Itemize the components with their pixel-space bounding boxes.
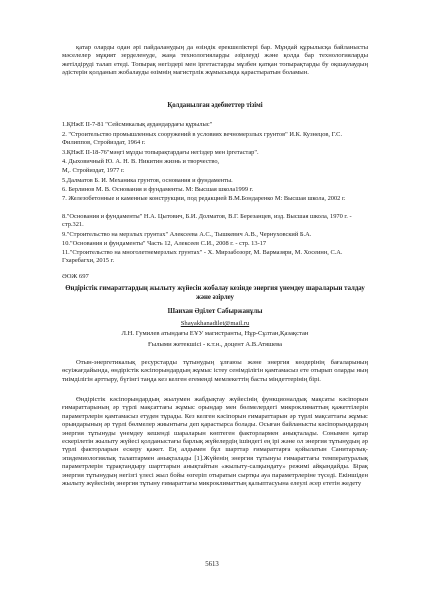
- reference-item: М,. Стройиздат, 1977 г.: [62, 167, 125, 174]
- reference-item: 7. Железобетонные и каменные конструкции, под редакцией В.М.Бондаренко М: Высшая школа, 2002 г.: [62, 195, 346, 202]
- author-name: Шаихан Әділет Сабыржанұлы: [167, 308, 263, 315]
- reference-item: 11."Строительство на многолетнемерзлых грунтах" - Х. Мирзабозорг, М. Вармазяри, М. Хосеинн, С.А. Гхаребагхи, 2015 г.: [62, 249, 343, 265]
- reference-item: 2. "Строительство промышленных сооружений в условиях вечномерзлых грунтов" И.К. Кузнецов, Г.С. Филиппов, Стройиздат, 1964 г.: [62, 131, 343, 147]
- reference-item: 9."Строительство на мерзлых грунтах" Алексеева А.С., Тышкевич А.В., Чернуховский Б.А.: [62, 231, 312, 238]
- reference-item: 5.Далматов Б. И. Механика грунтов, основания и фундаменты.: [62, 177, 233, 184]
- author-email-link[interactable]: Shayakhanadilet@mail.ru: [180, 320, 250, 327]
- author-email-line: [62, 320, 368, 328]
- supervisor-line: Ғылыми жетекшісі - к.т.н., доцент А.В.Атяшева: [147, 341, 283, 348]
- udc-code: ӘОЖ 697: [62, 273, 89, 280]
- body-paragraph: Отын-энергетикалық ресурстарды тұтынудың ұлғаюы және энергия көздерінің бағаларының өсуіжағдайында, өндірістік кәсіпорындардың жұмыс істеу сенімділігін қамтамасыз ете отырып оларды ның тиімділігін арттыру, бүгінгі таңда кез келген егеменді мемлекеттің басты міндеттерінің бірі.: [62, 359, 368, 383]
- page-number: 5613: [205, 561, 219, 568]
- reference-item: 10."Основания и фундаменты" Часть 12, Алексеев С.И., 2008 г. - стр. 13-17: [62, 240, 267, 247]
- references-heading: Қолданылған әдебиеттер тізімі: [167, 102, 263, 109]
- reference-item: 4. Дыховичный Ю. А. Н. В. Никитин жизнь и творчество,: [62, 158, 220, 165]
- reference-item: 6. Берлинов М. В. Основания и фундаменты. М: Высшая школа1999 г.: [62, 186, 254, 193]
- reference-item: 3.ҚНжЕ II-18-76"мәңгі мұзды топырақтардағы негіздер мен іргетастар".: [62, 149, 259, 156]
- author-affiliation: Л.Н. Гумилев атындағы ЕҰУ магистранты, Нұр-Сұлтан,Қазақстан: [121, 330, 309, 337]
- intro-paragraph: қатар оларды одан әрі пайдаланудың да өзіндік ерекшеліктері бар. Мұндай құрылысқа байланысты мәселелер мұқият зерделенуде, жаңа технологияларды әзірлеуді және қолда бар технологияларды жетілдіруді талап етеді. Топырақ негіздері мен іргетастарды мұзбен қатқан топырақтарды бу оқшаулаудың әдістерін қолданып жобалауды өзімнің магистрлік жұмысымда қарастыратын боламын.: [62, 44, 368, 77]
- reference-item: 1.ҚНжЕ II-7-81 "Сейсмикалық аудандардағы құрылыс": [62, 121, 213, 128]
- reference-item: 8."Основания и фундаменты" Н.А. Цытович, Б.И. Долматов, В.Г. Березанцев, изд. Высшая школа, 1970 г. - стр.321.: [62, 213, 352, 229]
- article-title: Өндірістік ғимараттардың жылыту жүйесін жобалау кезінде энергия үнемдеу шараларын талдау және әзірлеу: [65, 285, 365, 301]
- body-paragraph: Өндірістік кәсіпорындардың жылумен жабдықтау жүйесінің функционалдық мақсаты кәсіпорын ғимараттарының әр түрлі мақсаттағы жұмыс орындар мен бөлмелердегі микроклиматтың қажеттілерін параметрлерін қамтамасыз етуден тұрады. Кез келген кәсіпорын ғимараттарын әр түрлі мақсаттағы жұмыс орындарының әр түрлі бөлмелер жиынтығы деп қарастырса болады. Осыған байланысты кәсіпорындардың энергия тұтынуды үнемдеу кешенді шараларын көптеген факторлармен анықталады. Сонымен қатар ескерілетін жылыту жүйесі қолданыстағы барлық жүйелердің ішіндегі ең ірі және ол энергия тұтынудың әр түрлі факторларын ескеру қажет. Ең алдымен бұл шарттар ғимараттарға қойылатын Санитарлық-эпидемиологиялық талаптармен анықталады [1].Жүйенің энергия тұтынуы ғимараттағы температуралық параметрлерін тұрақтандыру шарттарын анықтайтын «жылыту-салқындату» режимі айқындайды. Бірақ энергия тұтынудың негізгі үлесі жыл бойы өзгеріп отыратын сыртқы ауа параметрлеріне түседі. Екіншіден жылыту жүйесінің энергия тұтыну ғимараттағы микроклиматтың қалыптасуына елеулі әсер ететін жедету: [62, 396, 368, 488]
